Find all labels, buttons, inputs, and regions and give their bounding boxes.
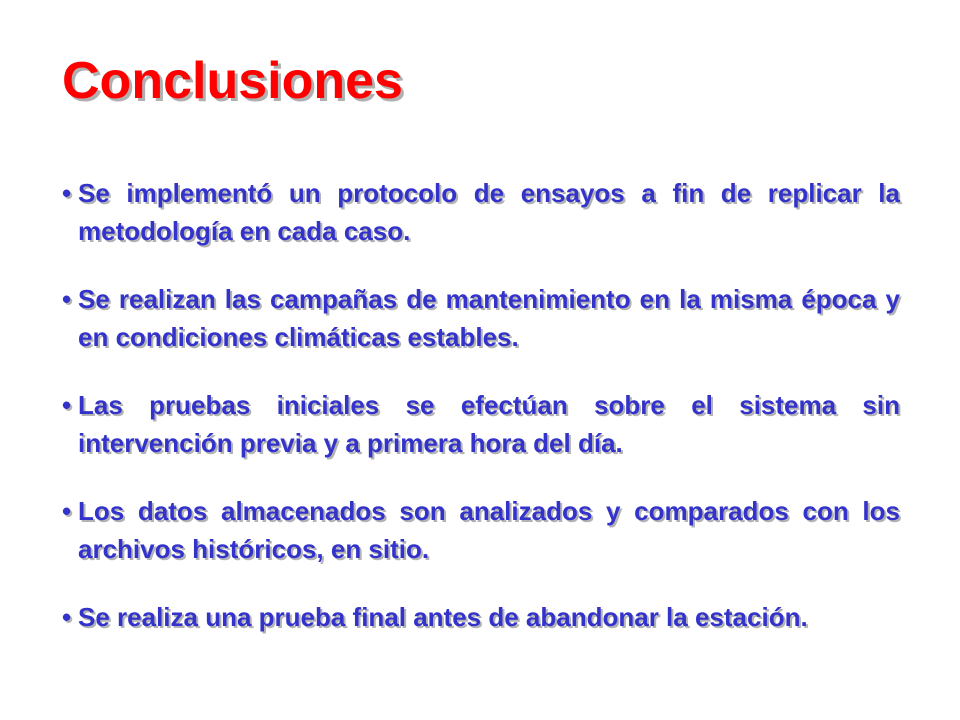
bullet-list xyxy=(62,174,900,666)
bullet-item xyxy=(62,174,900,250)
bullet-dot-icon: • xyxy=(62,496,72,526)
bullet-text: Se implementó un protocolo de ensayos a fin de replicar la metodología en cada caso. xyxy=(78,178,900,246)
bullet-text: Los datos almacenados son analizados y comparados con los archivos históricos, en sitio. xyxy=(78,496,900,564)
bullet-text: Las pruebas iniciales se efectúan sobre el sistema sin intervención previa y a primera hora del día. xyxy=(78,390,900,458)
bullet-item xyxy=(62,598,900,636)
bullet-item xyxy=(62,386,900,462)
bullet-dot-icon: • xyxy=(62,390,72,420)
bullet-item xyxy=(62,280,900,356)
bullet-dot-icon: • xyxy=(62,178,72,208)
bullet-dot-icon: • xyxy=(62,602,72,632)
bullet-text: Se realiza una prueba final antes de abandonar la estación. xyxy=(78,602,808,632)
bullet-text: Se realizan las campañas de mantenimiento en la misma época y en condiciones climáticas estables. xyxy=(78,284,900,352)
bullet-item xyxy=(62,492,900,568)
slide-title: Conclusiones xyxy=(62,52,403,110)
bullet-dot-icon: • xyxy=(62,284,72,314)
